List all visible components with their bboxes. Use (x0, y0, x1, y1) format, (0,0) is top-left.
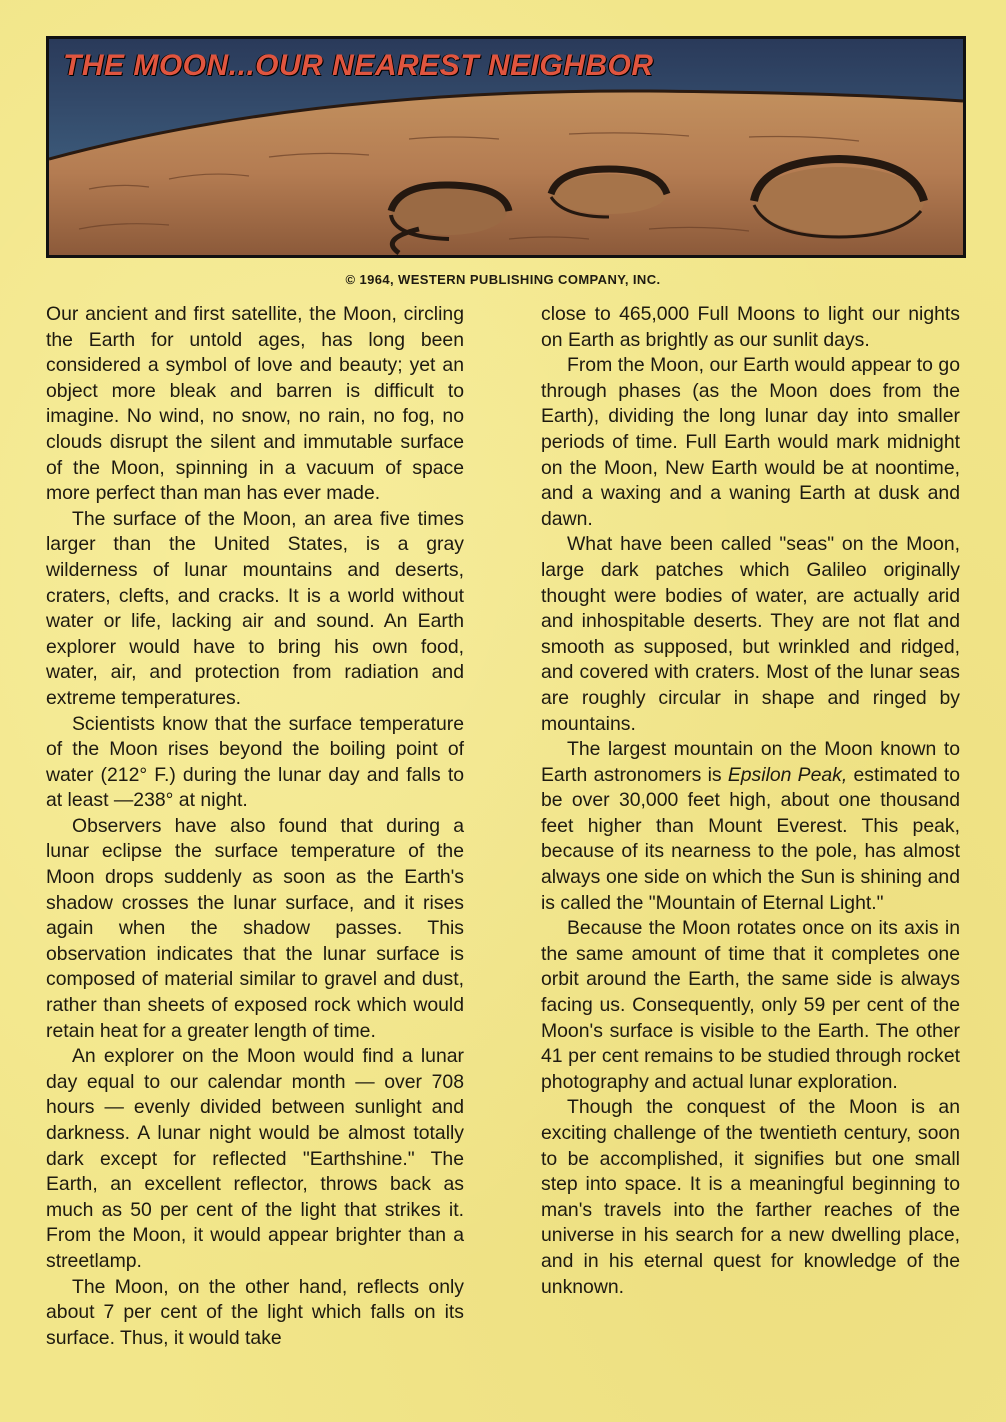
article-left-column (46, 302, 464, 1351)
copyright-notice: © 1964, WESTERN PUBLISHING COMPANY, INC. (345, 272, 661, 287)
paragraph: From the Moon, our Earth would appear to go through phases (as the Moon does from the Earth), dividing the long lunar day into smaller periods of time. Full Earth would mark midnight on the Moon, New Earth would be at noontime, and a waxing and a waning Earth at dusk and dawn. (541, 354, 960, 530)
paragraph: The Moon, on the other hand, reflects only about 7 per cent of the light which falls on its surface. Thus, it would take (46, 1275, 464, 1349)
epsilon-peak-italic: Epsilon Peak, (727, 763, 848, 786)
paragraph-text: estimated to be over 30,000 feet high, about one thousand feet higher than Mount Everest. This peak, because of its nearness to the pole, has almost always one side on which the Sun is shining and is called the "Mountain of Eternal Light." (541, 763, 960, 914)
article-right-column (541, 302, 960, 1300)
paragraph: Because the Moon rotates once on its axis in the same amount of time that it completes one orbit around the Earth, the same side is always facing us. Consequently, only 59 per cent of the Moon's surface is visible to the Earth. The other 41 per cent remains to be studied through rocket photography and actual lunar exploration. (541, 917, 960, 1093)
title-panel (46, 36, 966, 258)
paragraph: The surface of the Moon, an area five times larger than the United States, is a gray wilderness of lunar mountains and deserts, craters, clefts, and cracks. It is a world without water or life, lacking air and sound. An Earth explorer would have to bring his own food, water, air, and protection from radiation and extreme temperatures. (46, 507, 464, 709)
paragraph: An explorer on the Moon would find a lunar day equal to our calendar month — over 708 hours — evenly divided between sunlight and darkness. A lunar night would be almost totally dark except for reflected "Earthshine." The Earth, an excellent reflector, throws back as much as 50 per cent of the light that strikes it. From the Moon, it would appear brighter than a streetlamp. (46, 1045, 464, 1272)
paragraph: Scientists know that the surface temperature of the Moon rises beyond the boiling point of water (212° F.) during the lunar day and falls to at least —238° at night. (46, 712, 464, 812)
paragraph-continued: close to 465,000 Full Moons to light our nights on Earth as brightly as our sunlit days. (541, 303, 960, 351)
paragraph: Our ancient and first satellite, the Moon, circling the Earth for untold ages, has long been considered a symbol of love and beauty; yet an object more bleak and barren is difficult to imagine. No wind, no snow, no rain, no fog, no clouds disrupt the silent and immutable surface of the Moon, spinning in a vacuum of space more perfect than man has ever made. (46, 303, 464, 505)
paragraph: Observers have also found that during a lunar eclipse the surface temperature of the Moon drops suddenly as soon as the Earth's shadow crosses the lunar surface, and it rises again when the shadow passes. This observation indicates that the lunar surface is composed of material similar to gravel and dust, rather than sheets of exposed rock which would retain heat for a greater length of time. (46, 814, 464, 1042)
panel-title: THE MOON...OUR NEAREST NEIGHBOR (63, 49, 654, 82)
paragraph (541, 737, 960, 916)
paragraph-text: The largest mountain on the Moon known to Earth astronomers is (541, 738, 960, 786)
paragraph: What have been called "seas" on the Moon, large dark patches which Galileo originally thought were bodies of water, are actually arid and inhospitable deserts. They are not flat and smooth as supposed, but wrinkled and ridged, and covered with craters. Most of the lunar seas are roughly circular in shape and ringed by mountains. (541, 533, 960, 735)
paragraph: Though the conquest of the Moon is an exciting challenge of the twentieth century, soon to be accomplished, it signifies but one small step into space. It is a meaningful beginning to man's travels into the farther reaches of the universe in his search for a new dwelling place, and in his eternal quest for knowledge of the unknown. (541, 1096, 960, 1298)
